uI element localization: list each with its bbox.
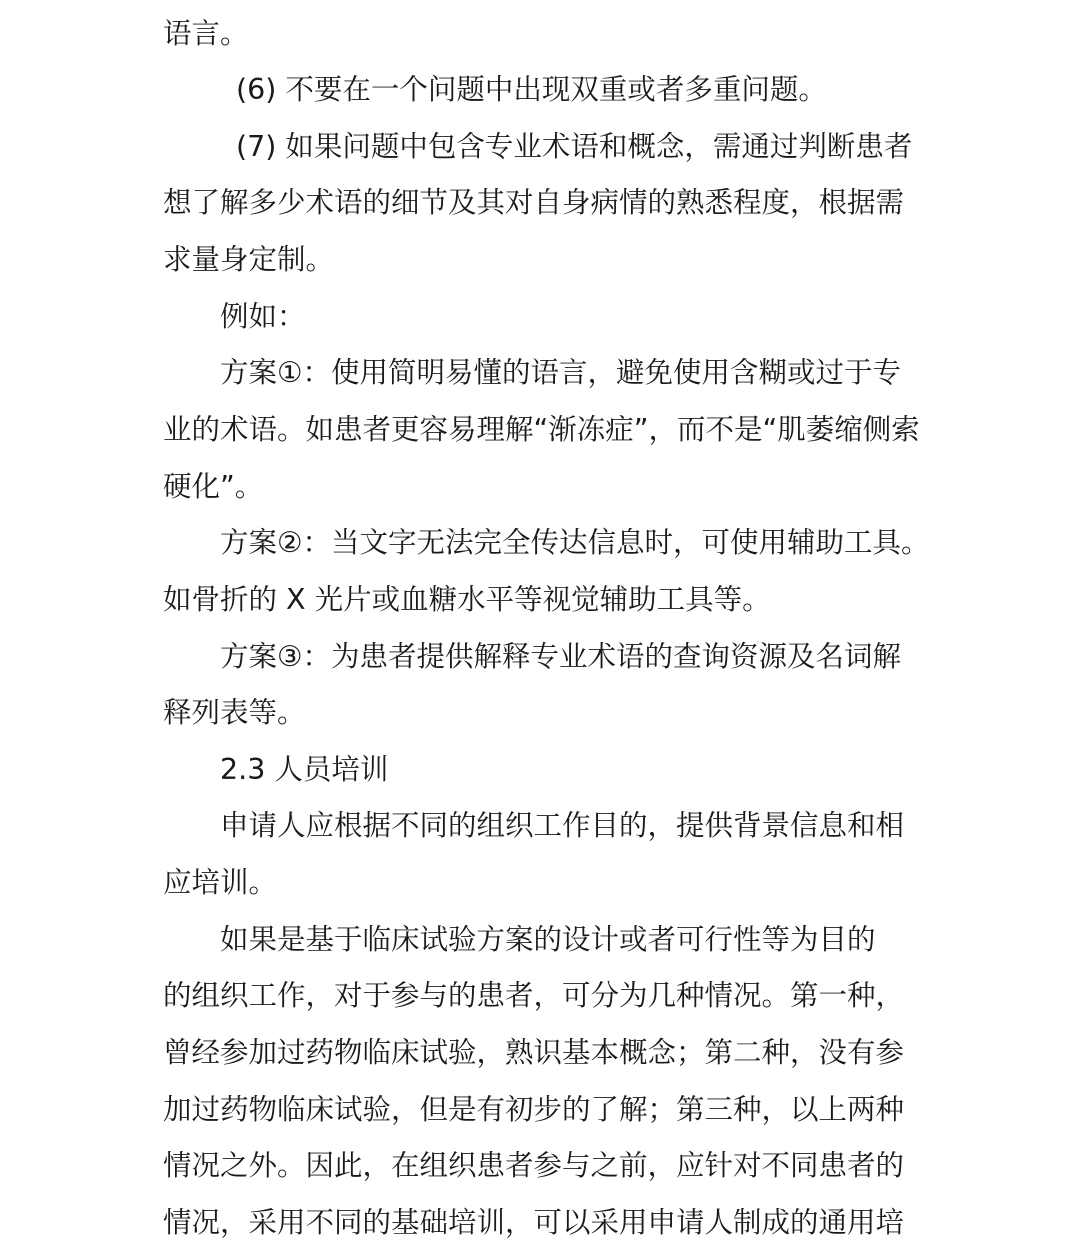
paragraph-line: 语言。 xyxy=(163,17,249,50)
list-item-6: (6) 不要在一个问题中出现双重或者多重问题。 xyxy=(236,73,827,106)
paragraph-line: 如骨折的 X 光片或血糖水平等视觉辅助工具等。 xyxy=(163,583,771,616)
list-item-7: (7) 如果问题中包含专业术语和概念，需通过判断患者 xyxy=(236,130,913,163)
scheme-1: 方案①：使用简明易懂的语言，避免使用含糊或过于专 xyxy=(220,356,902,389)
paragraph-line: 加过药物临床试验，但是有初步的了解；第三种，以上两种 xyxy=(163,1093,905,1126)
example-label: 例如： xyxy=(220,300,306,333)
paragraph-line: 求量身定制。 xyxy=(163,243,335,276)
paragraph-line: 硬化”。 xyxy=(163,470,264,503)
paragraph-line: 如果是基于临床试验方案的设计或者可行性等为目的 xyxy=(220,923,876,956)
paragraph-line: 的组织工作，对于参与的患者，可分为几种情况。第一种， xyxy=(163,979,905,1012)
paragraph-line: 释列表等。 xyxy=(163,696,306,729)
scheme-3: 方案③：为患者提供解释专业术语的查询资源及名词解 xyxy=(220,640,902,673)
paragraph-line: 想了解多少术语的细节及其对自身病情的熟悉程度，根据需 xyxy=(163,186,905,219)
paragraph-line: 情况之外。因此，在组织患者参与之前，应针对不同患者的 xyxy=(163,1149,905,1182)
paragraph-line: 业的术语。如患者更容易理解“渐冻症”，而不是“肌萎缩侧索 xyxy=(163,413,920,446)
paragraph-line: 应培训。 xyxy=(163,866,278,899)
paragraph-line: 情况，采用不同的基础培训，可以采用申请人制成的通用培 xyxy=(163,1206,905,1239)
paragraph-line: 曾经参加过药物临床试验，熟识基本概念；第二种，没有参 xyxy=(163,1036,905,1069)
paragraph-line: 申请人应根据不同的组织工作目的，提供背景信息和相 xyxy=(220,809,905,842)
scheme-2: 方案②：当文字无法完全传达信息时，可使用辅助工具。 xyxy=(220,526,930,559)
section-heading: 2.3 人员培训 xyxy=(220,753,389,786)
